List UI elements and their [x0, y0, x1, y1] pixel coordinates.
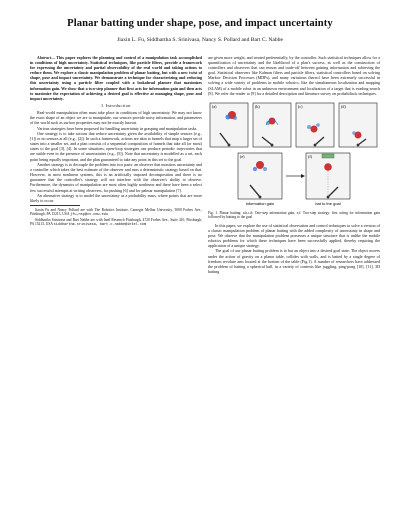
body-paragraph: Real-world manipulation often must take place in conditions of high uncertainty. We may not know the exact shape of an object we are to manipulate, our sensors provide noisy information, and parameters of the world such as surface properties may not be exactly known.: [30, 109, 202, 126]
panel-d: [339, 103, 377, 147]
panel-f: [306, 153, 350, 199]
body-paragraph: Another strategy is to decouple the problem into two parts: an observer that monitors uncertainty and a controller which takes the best estimate of the observer and runs a deterministic strategy based on that. However, in most nonlinear systems, this is an artificially imposed decomposition and there is no guarantee that the controller's strategy will not interfere with the observer's ability to observe. Furthermore, the dynamics of manipulation are most often highly nonlinear and there have been a select few successful attempts at writing observers, for pushing [6] and for palmar manipulation [7].: [30, 162, 202, 193]
footnote-divider: [30, 205, 80, 206]
footnote-email: jfu,nsp@cs.cmu.edu: [70, 213, 108, 218]
panel-label: (f): [308, 153, 312, 159]
body-paragraph: Various strategies have been proposed for handling uncertainty in grasping and manipulation tasks.: [37, 125, 198, 131]
panel-label: (d): [341, 103, 346, 109]
panel-c: [296, 103, 334, 147]
panel-b: [253, 103, 291, 147]
body-paragraph: An alternative strategy is to model the uncertainty as a probability mass, where points that are more likely to occur: [30, 193, 202, 204]
panel-a: [210, 103, 248, 147]
paper-authors: Jiaxin L. Fu, Siddhartha S. Srinivasa, Nancy S. Pollard and Bart C. Nabbe: [117, 37, 283, 43]
footnote-text: Siddhartha Srinivasa and Bart Nabbe are with Intel Research Pittsburgh, 4720 Forbes Ave., Suite 410, Pittsburgh, PA 15213, USA: [30, 217, 202, 226]
body-paragraph: The goal of our planar batting problem is to bat an object into a desired goal state. The object moves under the action of gravity on a planar table, collides with walls, and is batted by a single degree of freedom revolute arm located at the bottom of the table (Fig.1). A number of researchers have addressed the problem of batting a spherical ball, in a variety of contexts like juggling, ping-pong [10], [11], 3D batting: [208, 248, 380, 274]
footnote-text: Jiaxin Fu and Nancy Pollard are with The Robotics Institute, Carnegie Mellon University, 5000 Forbes Ave., Pittsburgh, PA 15213, USA: [30, 207, 202, 217]
footnote-affiliation: [30, 208, 202, 218]
panel-label: (b): [255, 103, 260, 109]
abstract-lead: Abstract: [37, 55, 51, 60]
footnote-email: siddhartha.srinivasa, bart.c.nabbe@intel.com: [53, 222, 147, 227]
panel-e: [238, 153, 282, 199]
abstract: [30, 55, 202, 101]
paper-title: Planar batting under shape, pose, and impact uncertainty: [67, 18, 333, 29]
abstract-text: — This paper explores the planning and control of a manipulation task accomplished in conditions of high uncertainty. Statistical techniques, like particle filters, provide a framework for expressing the uncertainty and partial observability of the real world and taking actions to reduce them. We explore a classic manipulation problem of planar batting, but with a new twist of shape, pose and impact uncertainty. We demonstrate a technique for characterizing and reducing this uncertainty using a particle filter coupled with a lookahead planner that maximizes information gain. We show that a two-step planner that first acts for information gain and then acts to maximize the expectation of achieving a desired goal is effective at managing shape, pose and impact uncertainty.: [30, 55, 202, 101]
body-paragraph: One strategy is to take actions that reduce uncertainty given the availability of simple sensors (e.g., [1]) or no sensors at all (e.g., [2]). In such a framework, actions are akin to funnels that map a larger set of states into a smaller set, and a plan consists of a sequential composition of funnels that take all (or most) states to the goal [3], [4]. In some situations, open-loop strategies can produce periodic trajectories that are stable even in the presence of uncertainties (e.g., [5]). Note that uncertainty is modelled as a set, each point being equally important, and the plan guaranteed to take any point in this set to the goal.: [30, 131, 202, 162]
figure-1: [208, 99, 380, 209]
figure-label-information-gain: information gain: [245, 200, 275, 206]
panel-label: (e): [240, 153, 245, 159]
right-column: [208, 55, 380, 274]
footnote-affiliation: [30, 218, 202, 228]
figure-1-illustration: [208, 99, 380, 209]
body-paragraph: are given more weight, and treated preferentially, by the controller. Such statistical techniques allow for a quantification of uncertainty and the likelihood of a plan's success, as well as the construction of controllers and observers that can reason and trade-off between gaining information and achieving the goal. Statistical observers like Kalman filters and particle filters, statistical controllers based on solving Markov Decision Processes (MDPs), and many variations thereof have been extremely successful in solving a wide variety of problems in mobile robotics, like the simultaneous localization and mapping (SLAM) of a mobile robot in an unknown environment and localization of a target that is evading search [8]. We refer the reader to [9] for a detailed description and literature survey on probabilistic techniques.: [208, 55, 380, 96]
arrow-icon: [286, 174, 305, 178]
left-column: [30, 55, 202, 227]
panel-label: (c): [298, 103, 303, 109]
body-paragraph: In this paper, we explore the use of statistical observation and control techniques to solve a version of a classic manipulation problem of planar batting with the added complexity of uncertainty in shape and pose. We observe that the manipulation problem possesses a unique structure that is unlike the mobile robotics problems for which these techniques have been successfully applied, thereby requiring the application of a unique strategy.: [208, 222, 380, 248]
figure-label-bat-to-goal: bat to the goal: [315, 200, 341, 206]
panel-label: (a): [212, 103, 217, 109]
figure-caption: Fig. 1. Planar batting: a,b,c,d: One-step information gain, e,f: Two-step strategy: first acting for information gain followed by batting to the goal: [208, 210, 380, 220]
section-heading-introduction: I. Introduction: [101, 103, 131, 109]
